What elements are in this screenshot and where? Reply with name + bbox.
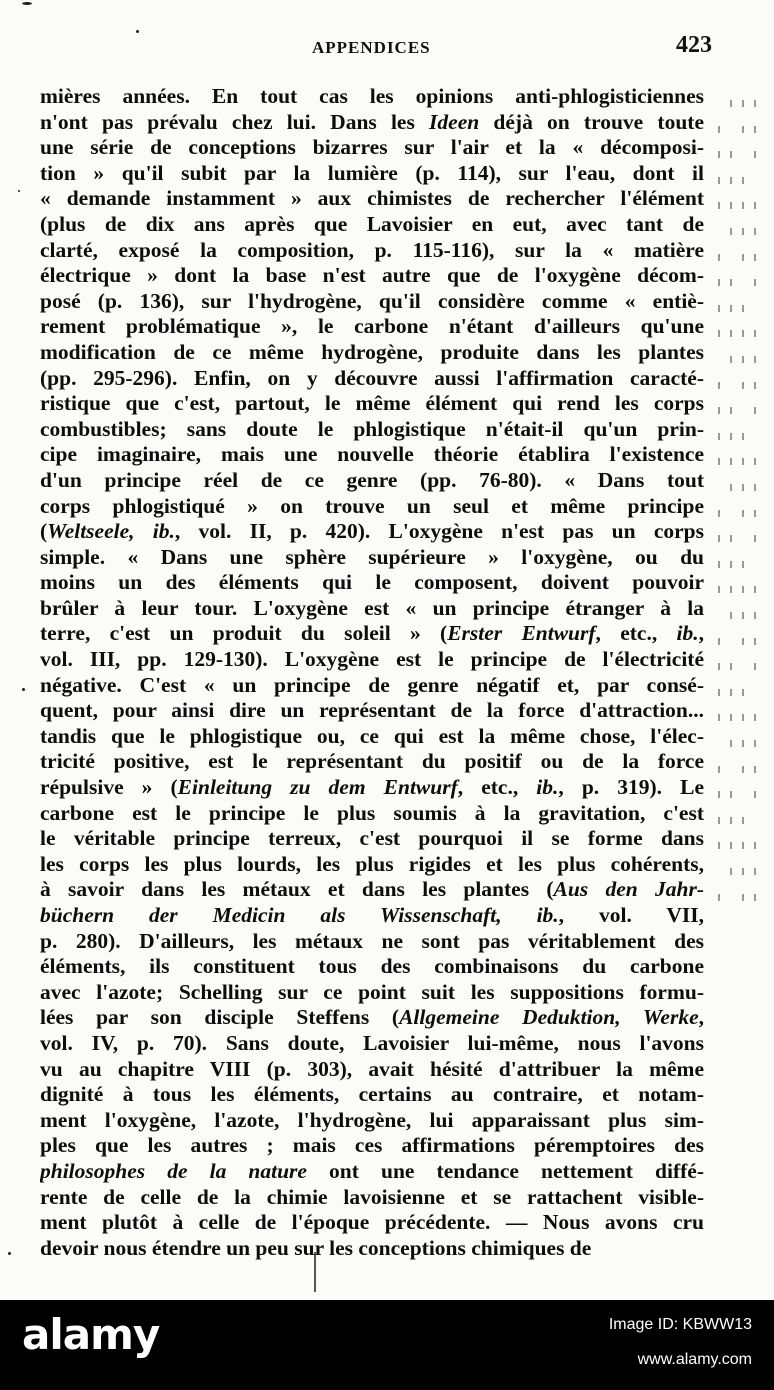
text-run: éléments, ils constituent tous des combinaisons du carbone — [40, 954, 704, 979]
text-line — [40, 1133, 704, 1159]
margin-mark — [718, 151, 720, 158]
margin-mark — [754, 612, 756, 619]
text-run: p. 280). D'ailleurs, les métaux ne sont pas véritablement des — [40, 928, 704, 953]
text-run: avec l'azote; Schelling sur ce point suit les suppositions formu- — [40, 979, 704, 1004]
text-line — [40, 135, 704, 161]
text-run: , p. 319). Le — [558, 775, 704, 800]
margin-mark — [742, 612, 744, 619]
margin-mark — [730, 868, 732, 875]
margin-mark — [754, 279, 756, 286]
margin-mark — [754, 510, 756, 517]
image-url: www.alamy.com — [637, 1351, 752, 1368]
text-line — [40, 801, 704, 827]
margin-mark — [754, 484, 756, 491]
margin-mark — [718, 535, 720, 542]
margin-mark — [718, 510, 720, 517]
margin-mark — [742, 586, 744, 593]
text-run: clarté, exposé la composition, p. 115-116), sur la « matière — [40, 237, 704, 262]
scan-speck — [22, 688, 25, 691]
text-run: répulsive » ( — [40, 775, 178, 800]
text-line — [40, 289, 704, 315]
text-line — [40, 724, 704, 750]
text-run: quent, pour ainsi dire un représentant de la force d'attraction... — [40, 698, 704, 723]
text-line — [40, 212, 704, 238]
margin-mark — [718, 842, 720, 849]
text-run: ont une tendance nettement diffé- — [306, 1158, 704, 1183]
text-run: , — [698, 621, 704, 646]
margin-mark — [754, 100, 756, 107]
image-id: Image ID: KBWW13 — [608, 1316, 752, 1333]
margin-mark — [742, 382, 744, 389]
text-run: terre, c'est un produit du soleil » ( — [40, 621, 448, 646]
italic-run: Einleitung zu dem Entwurf — [177, 775, 458, 800]
text-line — [40, 161, 704, 187]
margin-mark — [742, 330, 744, 337]
margin-mark — [730, 663, 732, 670]
text-run: ples que les autres ; mais ces affirmations péremptoires des — [40, 1133, 704, 1158]
margin-mark — [754, 126, 756, 133]
text-line — [40, 84, 704, 110]
text-line — [40, 238, 704, 264]
margin-mark — [754, 382, 756, 389]
text-line — [40, 775, 704, 801]
text-line — [40, 1159, 704, 1185]
text-line — [40, 621, 704, 647]
scan-speck — [8, 1252, 11, 1255]
text-line — [40, 545, 704, 571]
text-run: déjà on trouve toute — [479, 109, 704, 134]
italic-run: ib. — [676, 621, 699, 646]
margin-mark — [742, 766, 744, 773]
margin-mark — [742, 638, 744, 645]
margin-mark — [718, 817, 720, 824]
margin-mark — [730, 330, 732, 337]
margin-mark — [730, 842, 732, 849]
text-run: ( — [40, 519, 48, 544]
margin-mark — [718, 458, 720, 465]
text-run: vol. III, pp. 129-130). L'oxygène est le principe de l'électricité — [40, 647, 704, 672]
page-number: 423 — [676, 32, 712, 58]
text-line — [40, 877, 704, 903]
text-line — [40, 314, 704, 340]
scan-speck — [22, 2, 32, 5]
margin-mark — [754, 586, 756, 593]
text-run: à savoir dans les métaux et dans les plantes ( — [40, 877, 554, 902]
text-run: devoir nous étendre un peu sur les conceptions chimiques de — [40, 1235, 592, 1260]
text-line — [40, 110, 704, 136]
margin-mark — [718, 766, 720, 773]
text-run: tion » qu'il subit par la lumière (p. 114), sur l'eau, dont il — [40, 160, 704, 185]
text-line — [40, 570, 704, 596]
margin-mark — [730, 612, 732, 619]
margin-mark — [730, 177, 732, 184]
margin-mark — [730, 561, 732, 568]
margin-mark — [730, 100, 732, 107]
text-line — [40, 340, 704, 366]
text-run: (pp. 295-296). Enfin, on y découvre aussi l'affirmation caracté- — [40, 365, 704, 390]
margin-mark — [730, 407, 732, 414]
text-line — [40, 1082, 704, 1108]
margin-mark — [742, 202, 744, 209]
margin-mark — [730, 586, 732, 593]
margin-mark — [718, 663, 720, 670]
margin-mark — [718, 202, 720, 209]
text-line — [40, 1005, 704, 1031]
text-run: tricité positive, est le représentant du positif ou de la force — [40, 749, 704, 774]
body-text — [40, 84, 704, 1261]
text-run: dignité à tous les éléments, certains au contraire, et notam- — [40, 1082, 704, 1107]
italic-run: Erster Entwurf — [447, 621, 596, 646]
text-run: les corps les plus lourds, les plus rigides et les plus cohérents, — [40, 851, 704, 876]
text-run: cipe imaginaire, mais une nouvelle théorie établira l'existence — [40, 442, 704, 467]
text-line — [40, 929, 704, 955]
text-run: corps phlogistiqué » on trouve un seul et même principe — [40, 493, 704, 518]
margin-mark — [742, 458, 744, 465]
margin-mark — [730, 535, 732, 542]
text-run: carbone est le principe le plus soumis à la gravitation, c'est — [40, 800, 704, 825]
text-run: rente de celle de la chimie lavoisienne et se rattachent visible- — [40, 1184, 704, 1209]
margin-mark — [718, 714, 720, 721]
margin-mark — [742, 228, 744, 235]
italic-run: Ideen — [429, 109, 480, 134]
margin-mark — [754, 842, 756, 849]
margin-mark — [730, 689, 732, 696]
margin-mark — [730, 817, 732, 824]
text-line — [40, 673, 704, 699]
margin-mark — [754, 254, 756, 261]
text-run: modification de ce même hydrogène, produite dans les plantes — [40, 339, 704, 364]
text-run: une série de conceptions bizarres sur l'air et la « décomposi- — [40, 135, 704, 160]
margin-mark — [730, 740, 732, 747]
margin-mark — [754, 407, 756, 414]
margin-mark — [730, 433, 732, 440]
margin-mark — [754, 535, 756, 542]
text-run: simple. « Dans une sphère supérieure » l'oxygène, ou du — [40, 544, 704, 569]
margin-mark — [742, 842, 744, 849]
margin-mark — [742, 740, 744, 747]
text-run: ment l'oxygène, l'azote, l'hydrogène, lui apparaissant plus sim- — [40, 1107, 704, 1132]
text-line — [40, 596, 704, 622]
text-run: tandis que le phlogistique ou, ce qui est la même chose, l'élec- — [40, 723, 704, 748]
margin-mark — [730, 202, 732, 209]
text-line — [40, 1236, 704, 1262]
margin-mark — [742, 714, 744, 721]
margin-mark — [754, 740, 756, 747]
text-run: ment plutôt à celle de l'époque précédente. — Nous avons cru — [40, 1210, 704, 1235]
text-run: , etc., — [595, 621, 677, 646]
margin-mark — [718, 254, 720, 261]
text-run: , — [698, 1005, 704, 1030]
margin-mark — [754, 663, 756, 670]
margin-mark — [730, 151, 732, 158]
text-run: vu au chapitre VIII (p. 303), avait hésité d'attribuer la même — [40, 1056, 704, 1081]
margin-mark — [742, 894, 744, 901]
text-run: posé (p. 136), sur l'hydrogène, qu'il considère comme « entiè- — [40, 288, 704, 313]
margin-marks — [718, 100, 768, 900]
margin-mark — [754, 638, 756, 645]
margin-mark — [742, 484, 744, 491]
text-run: brûler à leur tour. L'oxygène est « un principe étranger à la — [40, 595, 704, 620]
text-run: ristique que c'est, partout, le même élément qui rend les corps — [40, 391, 704, 416]
text-run: négative. C'est « un principe de genre négatif et, par consé- — [40, 672, 704, 697]
margin-mark — [730, 791, 732, 798]
margin-mark — [754, 202, 756, 209]
text-line — [40, 1057, 704, 1083]
text-line — [40, 903, 704, 929]
margin-mark — [718, 330, 720, 337]
margin-mark — [718, 433, 720, 440]
margin-mark — [742, 510, 744, 517]
italic-run: Weltseele, ib. — [47, 519, 175, 544]
margin-mark — [742, 689, 744, 696]
margin-mark — [754, 791, 756, 798]
margin-mark — [718, 586, 720, 593]
margin-mark — [754, 228, 756, 235]
margin-mark — [754, 356, 756, 363]
italic-run: ib. — [536, 775, 559, 800]
margin-mark — [754, 868, 756, 875]
margin-mark — [742, 126, 744, 133]
margin-mark — [754, 151, 756, 158]
margin-mark — [754, 714, 756, 721]
italic-run: Allgemeine Deduktion, Werke — [399, 1005, 699, 1030]
text-run: rement problématique », le carbone n'étant d'ailleurs qu'une — [40, 314, 704, 339]
text-line — [40, 852, 704, 878]
text-run: d'un principe réel de ce genre (pp. 76-80). « Dans tout — [40, 467, 704, 492]
margin-mark — [718, 382, 720, 389]
text-line — [40, 647, 704, 673]
margin-mark — [742, 868, 744, 875]
text-line — [40, 519, 704, 545]
margin-mark — [742, 177, 744, 184]
running-head: APPENDICES — [312, 38, 431, 57]
margin-mark — [730, 714, 732, 721]
margin-mark — [742, 305, 744, 312]
margin-mark — [730, 356, 732, 363]
text-line — [40, 391, 704, 417]
text-run: (plus de dix ans après que Lavoisier en eut, avec tant de — [40, 211, 704, 236]
margin-mark — [718, 407, 720, 414]
margin-mark — [754, 458, 756, 465]
text-line — [40, 186, 704, 212]
margin-mark — [718, 638, 720, 645]
text-line — [40, 954, 704, 980]
text-line — [40, 1210, 704, 1236]
text-run: mières années. En tout cas les opinions anti-phlogisticiennes — [40, 84, 704, 108]
text-line — [40, 468, 704, 494]
text-line — [40, 417, 704, 443]
margin-mark — [718, 177, 720, 184]
italic-run: Aus den Jahr- — [553, 877, 704, 902]
text-line — [40, 263, 704, 289]
margin-mark — [754, 766, 756, 773]
margin-mark — [742, 561, 744, 568]
text-run: combustibles; sans doute le phlogistique n'était-il qu'un prin- — [40, 416, 704, 441]
text-line — [40, 749, 704, 775]
margin-mark — [742, 356, 744, 363]
margin-mark — [730, 305, 732, 312]
italic-run: philosophes de la nature — [40, 1158, 307, 1183]
text-run: le véritable principe terreux, c'est pourquoi il se forme dans — [40, 826, 704, 851]
alamy-logo: alamy — [22, 1310, 160, 1359]
italic-run: büchern der Medicin als Wissenschaft, ib. — [40, 903, 559, 927]
margin-mark — [754, 330, 756, 337]
text-run: , vol. II, p. 420). L'oxygène n'est pas un corps — [174, 519, 704, 544]
margin-mark — [718, 126, 720, 133]
text-run: « demande instamment » aux chimistes de rechercher l'élément — [40, 186, 704, 211]
text-line — [40, 366, 704, 392]
text-run: , vol. VII, — [558, 903, 704, 927]
margin-mark — [718, 689, 720, 696]
text-run: , etc., — [457, 775, 537, 800]
margin-mark — [742, 817, 744, 824]
text-run: n'ont pas prévalu chez lui. Dans les — [40, 109, 430, 134]
text-run: lées par son disciple Steffens ( — [40, 1005, 400, 1030]
margin-mark — [754, 894, 756, 901]
margin-mark — [742, 254, 744, 261]
text-run: électrique » dont la base n'est autre que de l'oxygène décom- — [40, 263, 704, 288]
margin-mark — [730, 484, 732, 491]
text-line — [40, 494, 704, 520]
text-line — [40, 1031, 704, 1057]
text-line — [40, 698, 704, 724]
margin-mark — [730, 279, 732, 286]
text-line — [40, 980, 704, 1006]
text-line — [40, 826, 704, 852]
margin-mark — [742, 100, 744, 107]
scan-speck — [18, 190, 20, 192]
text-run: moins un des éléments qui le composent, doivent pouvoir — [40, 570, 704, 595]
margin-mark — [718, 791, 720, 798]
margin-mark — [730, 228, 732, 235]
margin-mark — [742, 433, 744, 440]
text-run: vol. IV, p. 70). Sans doute, Lavoisier lui-même, nous l'avons — [40, 1030, 704, 1055]
margin-mark — [718, 894, 720, 901]
text-line — [40, 1185, 704, 1211]
page-header — [0, 32, 774, 62]
text-line — [40, 1108, 704, 1134]
text-line — [40, 442, 704, 468]
margin-mark — [718, 305, 720, 312]
margin-mark — [718, 561, 720, 568]
margin-mark — [718, 279, 720, 286]
margin-mark — [730, 458, 732, 465]
